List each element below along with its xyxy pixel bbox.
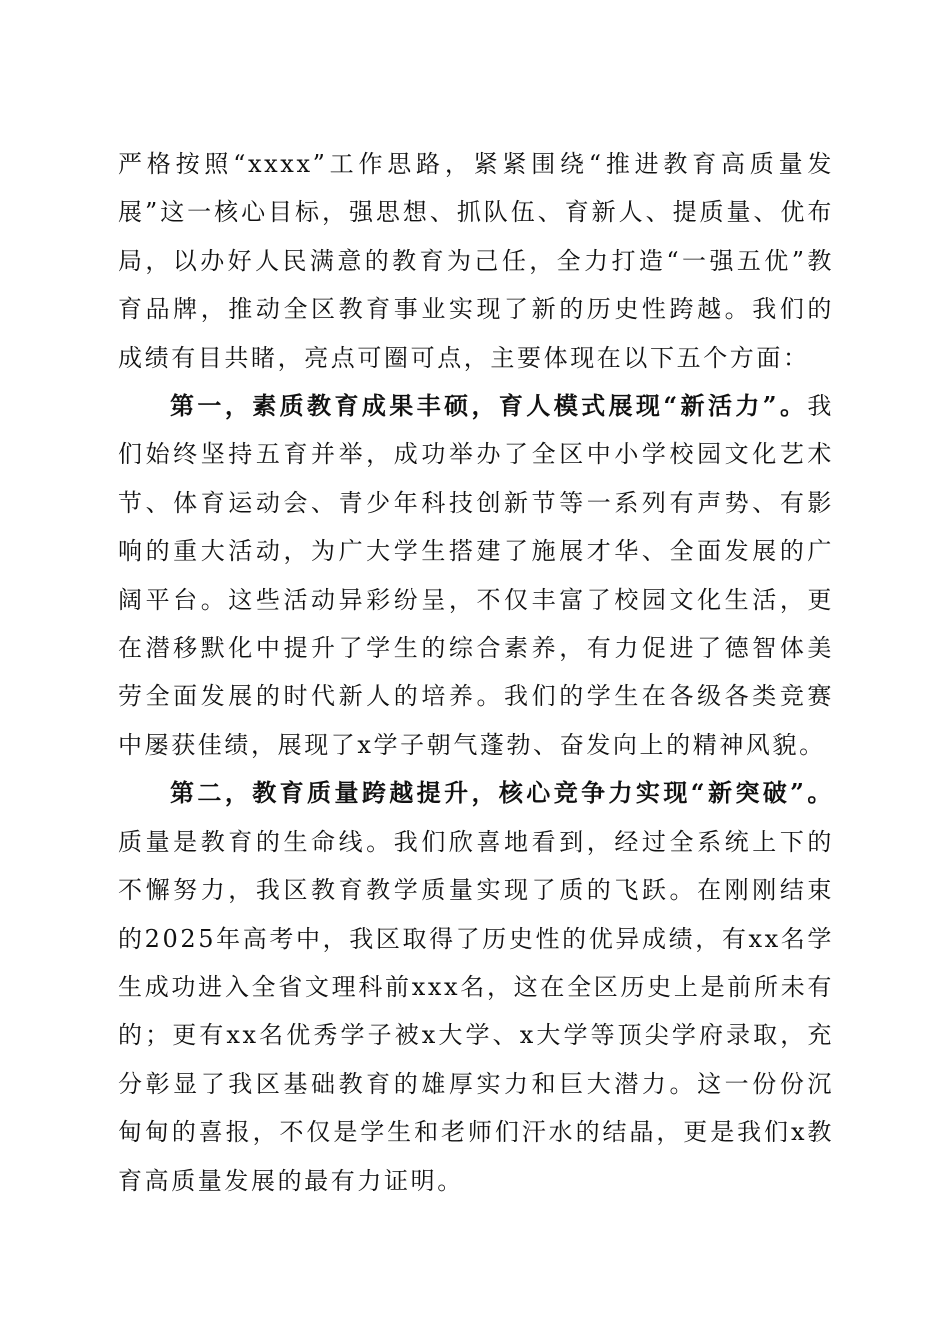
paragraph-point-one [118,382,834,769]
paragraph-point-two-heading: 第二，教育质量跨越提升，核心竞争力实现“新突破”。 [170,778,834,808]
paragraph-point-one-text: 我们始终坚持五育并举，成功举办了全区中小学校园文化艺术节、体育运动会、青少年科技创新节等一系列有声势、有影响的重大活动，为广大学生搭建了施展才华、全面发展的广阔平台。这些活动异彩纷呈，不仅丰富了校园文化生活，更在潜移默化中提升了学生的综合素养，有力促进了德智体美劳全面发展的时代新人的培养。我们的学生在各级各类竞赛中屡获佳绩，展现了x学子朝气蓬勃、奋发向上的精神风貌。 [118,392,834,759]
paragraph-intro [118,140,834,382]
paragraph-intro-text: 严格按照“xxxx”工作思路，紧紧围绕“推进教育高质量发展”这一核心目标，强思想、抓队伍、育新人、提质量、优布局，以办好人民满意的教育为己任，全力打造“一强五优”教育品牌，推动全区教育事业实现了新的历史性跨越。我们的成绩有目共睹，亮点可圈可点，主要体现在以下五个方面： [118,150,834,372]
paragraph-point-two [118,769,834,1205]
paragraph-point-two-text: 质量是教育的生命线。我们欣喜地看到，经过全系统上下的不懈努力，我区教育教学质量实现了质的飞跃。在刚刚结束的2025年高考中，我区取得了历史性的优异成绩，有xx名学生成功进入全省文理科前xxx名，这在全区历史上是前所未有的；更有xx名优秀学子被x大学、x大学等顶尖学府录取，充分彰显了我区基础教育的雄厚实力和巨大潜力。这一份份沉甸甸的喜报，不仅是学生和老师们汗水的结晶，更是我们x教育高质量发展的最有力证明。 [118,827,834,1195]
paragraph-point-one-heading: 第一，素质教育成果丰硕，育人模式展现“新活力”。 [170,391,808,421]
document-body [118,140,834,1205]
